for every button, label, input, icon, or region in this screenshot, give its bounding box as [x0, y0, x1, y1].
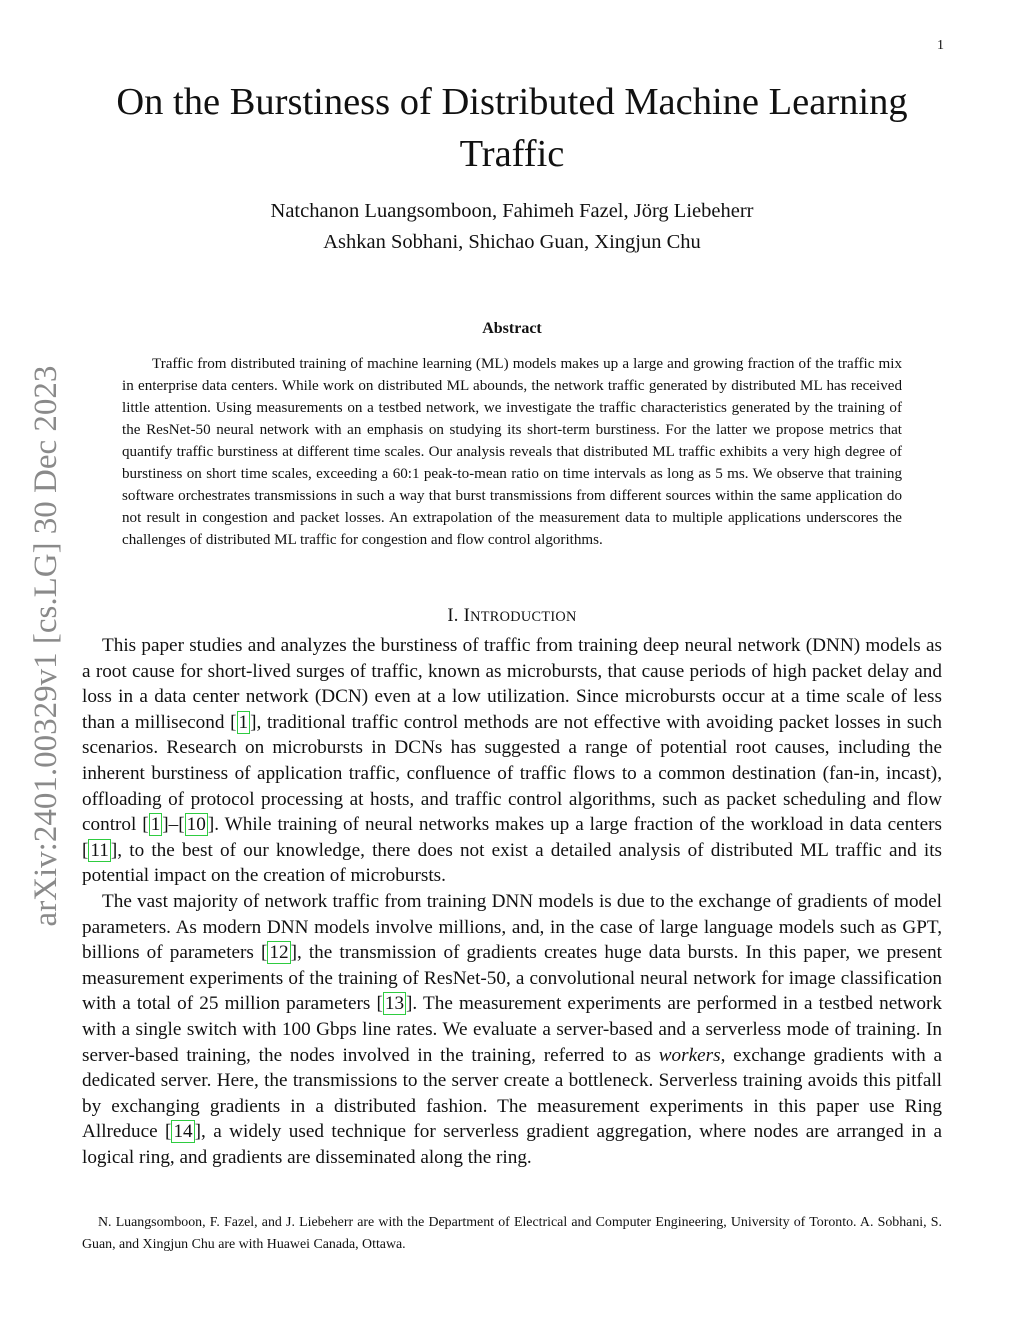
arxiv-identifier-stamp: arXiv:2401.00329v1 [cs.LG] 30 Dec 2023	[28, 365, 64, 927]
emphasis-workers: workers	[658, 1044, 721, 1066]
text-span: ]–[	[162, 814, 185, 836]
section-title-rest: NTRODUCTION	[470, 609, 577, 625]
intro-paragraph-1	[82, 633, 942, 889]
text-span: ], to the best of our knowledge, there does not exist a detailed analysis of distributed ML traffic and its potential impact on the creation of microbursts.	[82, 839, 942, 887]
abstract-heading: Abstract	[482, 320, 542, 337]
section-title-initial: I	[463, 606, 471, 626]
text-span: The vast majority of network traffic from training DNN models is due to the exchange of gradients of model parameters. As modern DNN models involve millions, and, in the case of large language models such as GPT, billions of parameters [	[82, 890, 942, 964]
text-span: ]. The measurement experiments are performed in a testbed network with a single switch with 100 Gbps line rates. We evaluate a server-based and a serverless mode of training. In server-based training, the nodes involved in the training, referred to as	[82, 993, 943, 1066]
section-numeral: I.	[447, 606, 464, 626]
text-span: ], a widely used technique for serverless gradient aggregation, where nodes are arranged in a logical ring, and gradients are disseminated along the ring.	[82, 1121, 942, 1168]
text-span: This paper studies and analyzes the burstiness of traffic from training deep neural network (DNN) models as a root cause for short-lived surges of traffic, known as microbursts, that cause periods of high packet delay and loss in a data center network (DCN) even at a low utilization. Since microbursts occur at a time scale of less than a millisecond [	[82, 635, 942, 733]
citation-link[interactable]: 14	[173, 1121, 193, 1143]
affiliation-footnote: N. Luangsomboon, F. Fazel, and J. Liebeherr are with the Department of Electrical and Computer Engineering, University of Toronto. A. Sobhani, S. Guan, and Xingjun Chu are with Huawei Canada, Ottawa.	[82, 1215, 942, 1252]
paper-title: On the Burstiness of Distributed Machine Learning Traffic	[116, 81, 908, 175]
citation-link[interactable]: 13	[384, 993, 405, 1015]
citation-link[interactable]: 1	[238, 711, 249, 733]
citation-link[interactable]: 10	[186, 814, 206, 836]
section-heading-introduction	[82, 606, 942, 627]
text-span: ]. While training of neural networks makes up a large fraction of the workload in data centers [	[82, 814, 942, 861]
citation-link[interactable]: 1	[150, 814, 161, 836]
intro-paragraph-2	[82, 889, 942, 1171]
page-number: 1	[937, 38, 944, 53]
author-line-2: Ashkan Sobhani, Shichao Guan, Xingjun Chu	[323, 231, 701, 253]
citation-link[interactable]: 12	[269, 942, 289, 964]
text-span: ], traditional traffic control methods are not effective with avoiding packet losses in such scenarios. Research on microbursts in DCNs has suggested a range of potential root causes, including the inherent burstiness of application traffic, confluence of traffic flows to a common destination (fan-in, incast), offloading of protocol processing at hosts, and traffic control algorithms, such as packet scheduling and flow control [	[82, 711, 942, 836]
text-span: , exchange gradients with a dedicated server. Here, the transmissions to the server create a bottleneck. Serverless training avoids this pitfall by exchanging gradients in a distributed fashion. The measurement experiments in this paper use Ring Allreduce [	[82, 1044, 942, 1143]
abstract-text: Traffic from distributed training of machine learning (ML) models makes up a large and growing fraction of the traffic mix in enterprise data centers. While work on distributed ML abounds, the network traffic generated by distributed ML has received little attention. Using measurements on a testbed network, we investigate the traffic characteristics generated by the training of the ResNet-50 neural network with an emphasis on studying its short-term burstiness. For the latter we propose metrics that quantify traffic burstiness at different time scales. Our analysis reveals that distributed ML traffic exhibits a very high degree of burstiness on short time scales, exceeding a 60:1 peak-to-mean ratio on time intervals as long as 5 ms. We observe that training software orchestrates transmissions in such a way that burst transmissions from different sources within the same application do not result in congestion and packet losses. An extrapolation of the measurement data to multiple applications underscores the challenges of distributed ML traffic for congestion and flow control algorithms.	[122, 356, 902, 548]
author-line-1: Natchanon Luangsomboon, Fahimeh Fazel, Jörg Liebeherr	[270, 200, 754, 222]
text-span: ], the transmission of gradients creates huge data bursts. In this paper, we present measurement experiments of the training of ResNet-50, a convolutional neural network for image classification with a total of 25 million parameters [	[82, 942, 942, 1015]
introduction-body	[82, 633, 942, 1170]
author-list	[82, 196, 942, 258]
citation-link[interactable]: 11	[90, 839, 109, 861]
